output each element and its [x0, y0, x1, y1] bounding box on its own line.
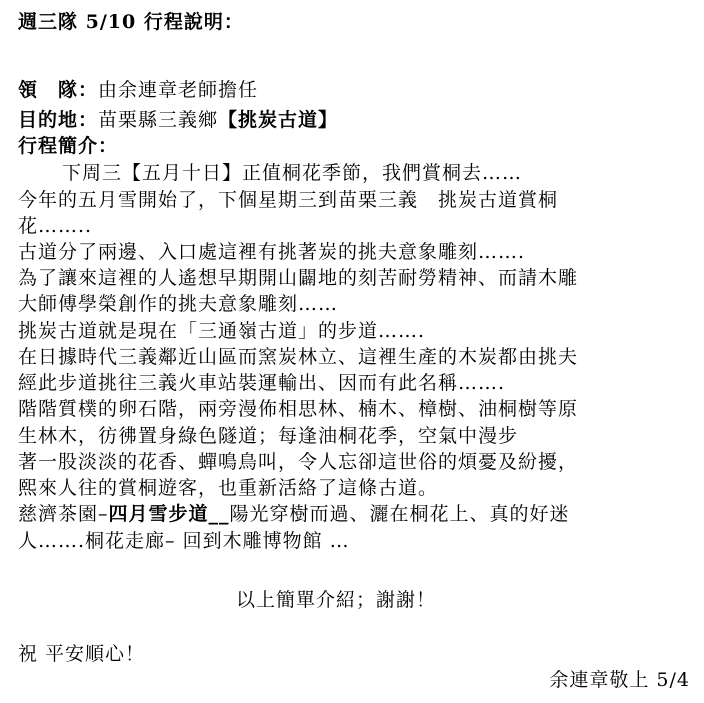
paragraph-line: 下周三【五月十日】正值桐花季節，我們賞桐去…… [62, 162, 523, 184]
april-snow-trail-text: 四月雪步道__ [108, 503, 230, 525]
destination-row [18, 108, 338, 132]
sunlight-text: 陽光穿樹而過、灑在桐花上、真的好迷 [229, 503, 570, 525]
destination-label: 目的地： [18, 109, 99, 131]
paragraph-line: 人…….桐花走廊– 回到木雕博物館 … [18, 530, 350, 552]
paragraph-line: 古道分了兩邊、入口處這裡有挑著炭的挑夫意象雕刻……. [18, 241, 526, 263]
paragraph-line: 著一股淡淡的花香、蟬鳴鳥叫，令人忘卻這世俗的煩憂及紛擾， [18, 451, 579, 473]
paragraph-line: 在日據時代三義鄰近山區而窯炭林立、這裡生產的木炭都由挑夫 [18, 346, 579, 368]
paragraph-line: 今年的五月雪開始了，下個星期三到苗栗三義 挑炭古道賞桐 [18, 189, 559, 211]
paragraph-line: 為了讓來這裡的人遙想早期開山闢地的刻苦耐勞精神、而請木雕 [18, 267, 579, 289]
destination-value: 苗栗縣三義鄉 [98, 109, 219, 131]
intro-label: 行程簡介： [18, 135, 119, 157]
paragraph-line [18, 502, 570, 526]
leader-row [18, 78, 258, 102]
paragraph-line: 生林木，彷彿置身綠色隧道；每逢油桐花季，空氣中漫步 [18, 425, 519, 447]
paragraph-line: 挑炭古道就是現在「三通嶺古道」的步道……. [18, 320, 426, 342]
paragraph-line: 花…….. [18, 215, 93, 237]
thanks-text: 以上簡單介紹；謝謝！ [236, 589, 437, 611]
tea-garden-text: 慈濟茶園– [18, 503, 109, 525]
paragraph-line: 熙來人往的賞桐遊客，也重新活絡了這條古道。 [18, 477, 439, 499]
blessing-text: 祝 平安順心！ [18, 643, 146, 665]
paragraph-line: 階階質樸的卵石階，兩旁漫佈相思林、楠木、樟樹、油桐樹等原 [18, 398, 579, 420]
paragraph-line: 大師傅學榮創作的挑夫意象雕刻…… [18, 293, 339, 315]
leader-label: 領 隊： [18, 79, 99, 101]
paragraph-line: 經此步道挑往三義火車站裝運輸出、因而有此名稱……. [18, 372, 506, 394]
signature-text: 余連章敬上 5/4 [549, 669, 690, 691]
destination-highlight: 【挑炭古道】 [218, 109, 339, 131]
document-title: 週三隊 5/10 行程說明： [18, 11, 244, 33]
leader-value: 由余連章老師擔任 [98, 79, 259, 101]
